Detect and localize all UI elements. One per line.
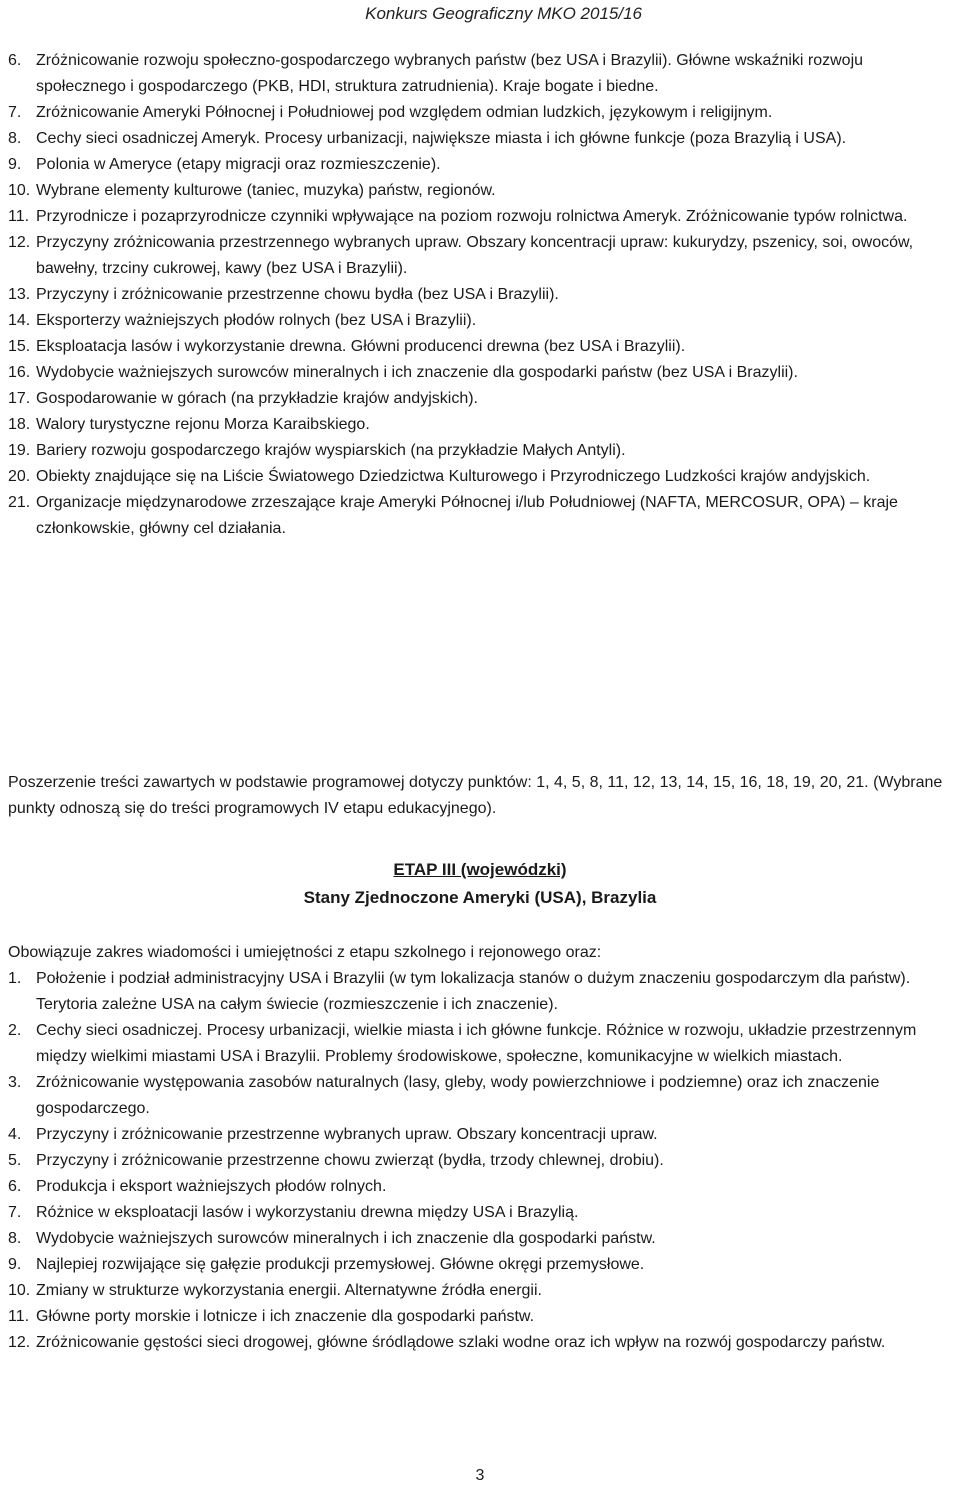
- list-item: [8, 464, 953, 490]
- list-item-number: 3.: [8, 1074, 22, 1091]
- list-item: [8, 126, 953, 152]
- list-item-text: Eksploatacja lasów i wykorzystanie drewna. Główni producenci drewna (bez USA i Brazylii).: [36, 338, 686, 355]
- list-item-text: Zróżnicowanie występowania zasobów naturalnych (lasy, gleby, wody powierzchniowe i podziemne) oraz ich znaczenie gospodarczego.: [36, 1074, 880, 1117]
- list-item-text: Przyczyny zróżnicowania przestrzennego wybranych upraw. Obszary koncentracji upraw: kukurydzy, pszenicy, soi, owoców, bawełny, trzciny cukrowej, kawy (bez USA i Brazylii).: [36, 234, 914, 277]
- list-item-text: Zróżnicowanie gęstości sieci drogowej, główne śródlądowe szlaki wodne oraz ich wpływ na rozwój gospodarczy państw.: [36, 1334, 886, 1351]
- list-item-number: 21.: [8, 494, 31, 511]
- list-item: [8, 1018, 953, 1070]
- list-item-number: 8.: [8, 1230, 22, 1247]
- page-header: Konkurs Geograficzny MKO 2015/16: [365, 4, 642, 23]
- list-item-number: 17.: [8, 390, 31, 407]
- stage-intro: Obowiązuje zakres wiadomości i umiejętności z etapu szkolnego i rejonowego oraz:: [8, 944, 602, 961]
- list-item-number: 19.: [8, 442, 31, 459]
- list-item: [8, 178, 953, 204]
- list-item-text: Gospodarowanie w górach (na przykładzie krajów andyjskich).: [36, 390, 478, 407]
- list-item-number: 11.: [8, 208, 30, 225]
- list-item: [8, 1304, 953, 1330]
- list-item-number: 2.: [8, 1022, 22, 1039]
- list-item-number: 16.: [8, 364, 31, 381]
- list-item-text: Wydobycie ważniejszych surowców mineralnych i ich znaczenie dla gospodarki państw (bez USA i Brazylii).: [36, 364, 798, 381]
- list-item: [8, 1278, 953, 1304]
- list-item-number: 7.: [8, 104, 22, 121]
- list-item-number: 4.: [8, 1126, 22, 1143]
- list-item-number: 15.: [8, 338, 31, 355]
- list-item: [8, 1070, 953, 1122]
- list-item-text: Wybrane elementy kulturowe (taniec, muzyka) państw, regionów.: [36, 182, 496, 199]
- stage-subtitle: Stany Zjednoczone Ameryki (USA), Brazylia: [303, 888, 657, 907]
- list-item: [8, 282, 953, 308]
- list-item: [8, 490, 953, 542]
- list-item: [8, 1122, 953, 1148]
- list-item: [8, 1200, 953, 1226]
- list-item-number: 9.: [8, 1256, 22, 1273]
- list-item-number: 12.: [8, 234, 31, 251]
- list-item: [8, 1226, 953, 1252]
- list-item: [8, 48, 953, 100]
- list-item-text: Produkcja i eksport ważniejszych płodów rolnych.: [36, 1178, 387, 1195]
- list-item-number: 1.: [8, 970, 22, 987]
- list-item-number: 7.: [8, 1204, 22, 1221]
- list-item-number: 13.: [8, 286, 31, 303]
- scope-note: Poszerzenie treści zawartych w podstawie programowej dotyczy punktów: 1, 4, 5, 8, 11, 12, 13, 14, 15, 16, 18, 19, 20, 21. (Wybrane punkty odnoszą się do treści programowych IV etapu edukacyjnego).: [8, 774, 943, 817]
- list-item-number: 9.: [8, 156, 22, 173]
- list-item-number: 8.: [8, 130, 22, 147]
- list-item-text: Zróżnicowanie rozwoju społeczno-gospodarczego wybranych państw (bez USA i Brazylii). Główne wskaźniki rozwoju społecznego i gospodarczego (PKB, HDI, struktura zatrudnienia). Kraje bogate i biedne.: [36, 52, 864, 95]
- list-item-text: Główne porty morskie i lotnicze i ich znaczenie dla gospodarki państw.: [36, 1308, 535, 1325]
- list-item-text: Zróżnicowanie Ameryki Północnej i Południowej pod względem odmian ludzkich, językowym i religijnym.: [36, 104, 773, 121]
- list-item-number: 6.: [8, 52, 22, 69]
- list-item-number: 10.: [8, 182, 31, 199]
- list-item-text: Cechy sieci osadniczej. Procesy urbanizacji, wielkie miasta i ich główne funkcje. Różnice w rozwoju, układzie przestrzennym między wielkimi miastami USA i Brazylii. Problemy środowiskowe, społeczne, komunikacyjne w wielkich miastach.: [36, 1022, 917, 1065]
- topics-list-voivodeship: [8, 966, 953, 1356]
- list-item: [8, 334, 953, 360]
- list-item-text: Cechy sieci osadniczej Ameryk. Procesy urbanizacji, największe miasta i ich główne funkcje (poza Brazylią i USA).: [36, 130, 847, 147]
- list-item: [8, 230, 953, 282]
- list-item-text: Obiekty znajdujące się na Liście Światowego Dziedzictwa Kulturowego i Przyrodniczego Ludzkości krajów andyjskich.: [36, 468, 871, 485]
- list-item: [8, 1330, 953, 1356]
- list-item: [8, 412, 953, 438]
- list-item-text: Polonia w Ameryce (etapy migracji oraz rozmieszczenie).: [36, 156, 441, 173]
- list-item-text: Przyrodnicze i pozaprzyrodnicze czynniki wpływające na poziom rozwoju rolnictwa Ameryk. Zróżnicowanie typów rolnictwa.: [36, 208, 908, 225]
- stage-title: ETAP III (wojewódzki): [393, 860, 567, 879]
- list-item-text: Różnice w eksploatacji lasów i wykorzystaniu drewna między USA i Brazylią.: [36, 1204, 579, 1221]
- list-item-text: Przyczyny i zróżnicowanie przestrzenne chowu zwierząt (bydła, trzody chlewnej, drobiu).: [36, 1152, 664, 1169]
- list-item: [8, 308, 953, 334]
- list-item-text: Przyczyny i zróżnicowanie przestrzenne chowu bydła (bez USA i Brazylii).: [36, 286, 559, 303]
- list-item: [8, 1252, 953, 1278]
- list-item-text: Organizacje międzynarodowe zrzeszające kraje Ameryki Północnej i/lub Południowej (NAFTA, MERCOSUR, OPA) – kraje członkowskie, główny cel działania.: [36, 494, 898, 537]
- list-item: [8, 100, 953, 126]
- list-item-number: 12.: [8, 1334, 31, 1351]
- list-item: [8, 386, 953, 412]
- list-item-text: Najlepiej rozwijające się gałęzie produkcji przemysłowej. Główne okręgi przemysłowe.: [36, 1256, 645, 1273]
- list-item-text: Przyczyny i zróżnicowanie przestrzenne wybranych upraw. Obszary koncentracji upraw.: [36, 1126, 658, 1143]
- list-item: [8, 204, 953, 230]
- list-item: [8, 360, 953, 386]
- list-item: [8, 152, 953, 178]
- list-item-text: Walory turystyczne rejonu Morza Karaibskiego.: [36, 416, 370, 433]
- page-number: 3: [475, 1467, 485, 1484]
- topics-list-regional: [8, 48, 953, 542]
- list-item-text: Wydobycie ważniejszych surowców mineralnych i ich znaczenie dla gospodarki państw.: [36, 1230, 656, 1247]
- list-item-number: 14.: [8, 312, 31, 329]
- list-item-number: 11.: [8, 1308, 30, 1325]
- list-item-number: 20.: [8, 468, 31, 485]
- list-item-text: Eksporterzy ważniejszych płodów rolnych (bez USA i Brazylii).: [36, 312, 477, 329]
- list-item-number: 5.: [8, 1152, 22, 1169]
- list-item-number: 18.: [8, 416, 31, 433]
- list-item-text: Zmiany w strukturze wykorzystania energii. Alternatywne źródła energii.: [36, 1282, 542, 1299]
- list-item-text: Położenie i podział administracyjny USA i Brazylii (w tym lokalizacja stanów o dużym znaczeniu gospodarczym dla państw). Terytoria zależne USA na całym świecie (rozmieszczenie i ich znaczenie).: [36, 970, 911, 1013]
- list-item: [8, 1148, 953, 1174]
- list-item-text: Bariery rozwoju gospodarczego krajów wyspiarskich (na przykładzie Małych Antyli).: [36, 442, 626, 459]
- list-item-number: 6.: [8, 1178, 22, 1195]
- list-item: [8, 438, 953, 464]
- list-item-number: 10.: [8, 1282, 31, 1299]
- list-item: [8, 1174, 953, 1200]
- list-item: [8, 966, 953, 1018]
